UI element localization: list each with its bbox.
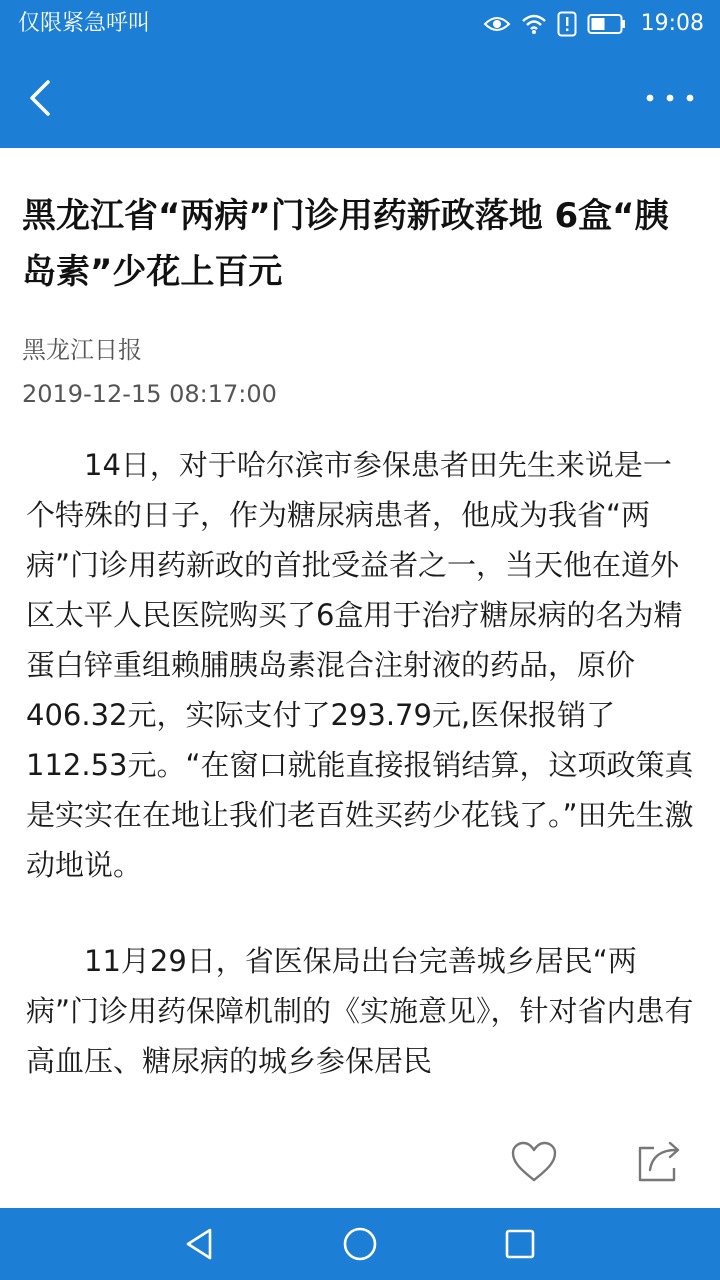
- status-emergency-text: 仅限紧急呼叫: [18, 11, 151, 36]
- nav-recent-button[interactable]: [500, 1224, 540, 1264]
- circle-home-icon: [340, 1224, 380, 1264]
- status-icons: [483, 8, 704, 40]
- like-button[interactable]: [508, 1138, 560, 1186]
- share-icon: [632, 1136, 688, 1188]
- article-title: 黑龙江省“两病”门诊用药新政落地 6盒“胰岛素”少花上百元: [22, 196, 669, 292]
- heart-icon: [508, 1138, 560, 1186]
- more-dots-icon: [640, 76, 700, 120]
- article-body: [26, 440, 698, 1112]
- more-options-button[interactable]: [640, 76, 700, 120]
- nav-back-button[interactable]: [180, 1224, 220, 1264]
- triangle-back-icon: [180, 1224, 220, 1264]
- article-paragraph: 11月29日，省医保局出台完善城乡居民“两病”门诊用药保障机制的《实施意见》，针对省内患有高血压、糖尿病的城乡参保居民: [26, 944, 694, 1078]
- article-paragraph: 14日，对于哈尔滨市参保患者田先生来说是一个特殊的日子，作为糖尿病患者，他成为我省“两病”门诊用药新政的首批受益者之一，当天他在道外区太平人民医院购买了6盒用于治疗糖尿病的名为精蛋白锌重组赖脯胰岛素混合注射液的药品，原价406.32元，实际支付了293.79元,医保报销了112.53元。“在窗口就能直接报销结算，这项政策真是实实在在地让我们老百姓买药少花钱了。”田先生激动地说。: [26, 448, 694, 882]
- alert-icon: [557, 11, 577, 37]
- nav-home-button[interactable]: [340, 1224, 380, 1264]
- system-nav-bar: [0, 1208, 720, 1280]
- status-bar: [0, 0, 720, 48]
- action-bar: [0, 1112, 720, 1208]
- eye-icon: [483, 14, 511, 34]
- back-button[interactable]: [16, 72, 68, 124]
- share-button[interactable]: [632, 1136, 688, 1188]
- status-time: 19:08: [640, 11, 704, 36]
- chevron-left-icon: [16, 72, 68, 124]
- wifi-icon: [521, 13, 547, 35]
- battery-icon: [587, 13, 627, 35]
- article-timestamp: 2019-12-15 08:17:00: [22, 380, 277, 408]
- square-recent-icon: [500, 1224, 540, 1264]
- article-source: 黑龙江日报: [22, 336, 142, 364]
- app-bar: [0, 48, 720, 148]
